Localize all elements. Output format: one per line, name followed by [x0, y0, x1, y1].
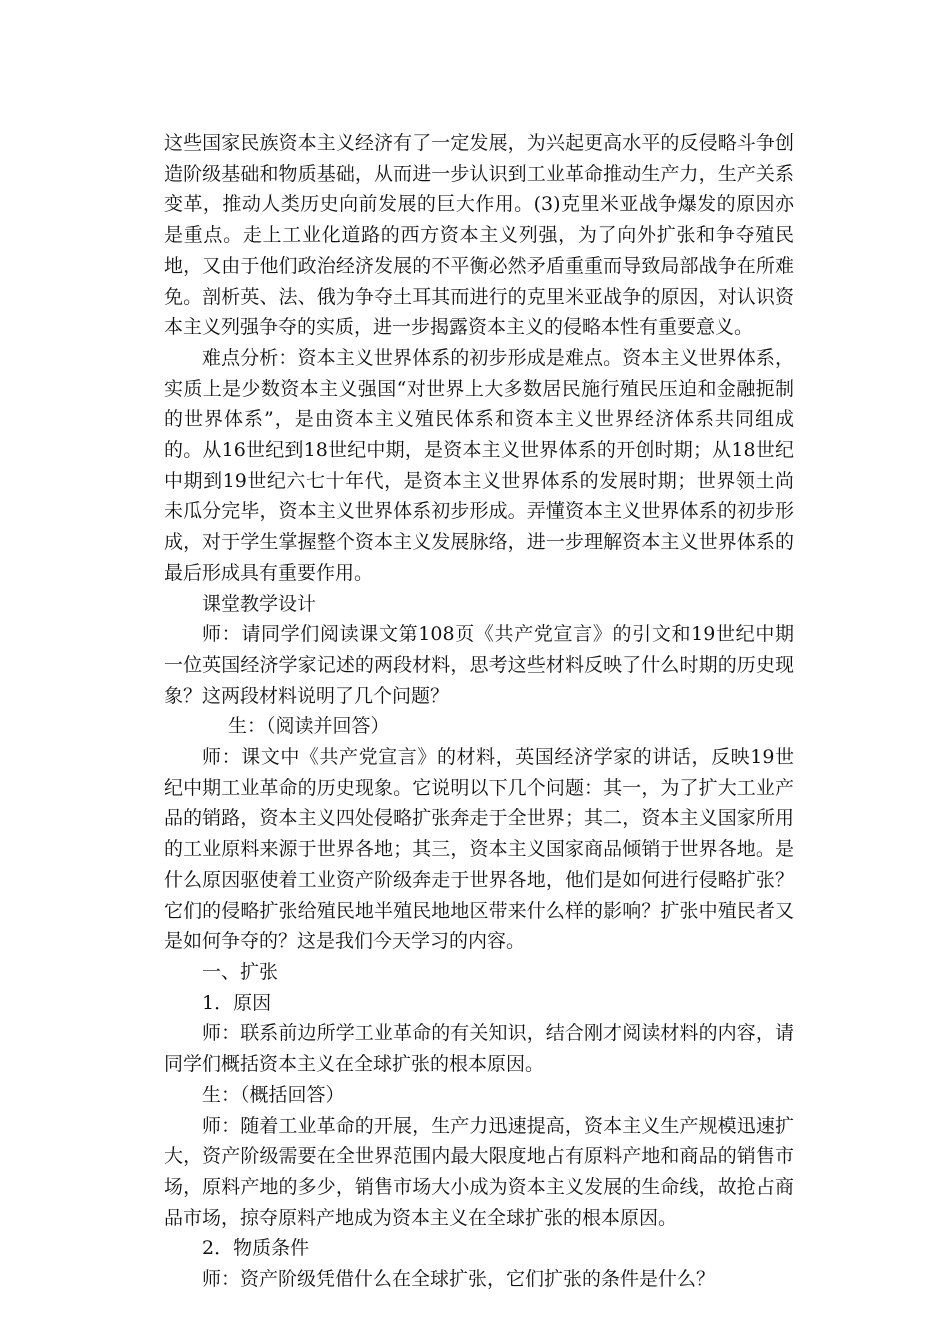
document-page: [164, 128, 794, 1295]
subheading-material-conditions: 2．物质条件: [202, 1237, 310, 1260]
paragraph-teacher-explanation: 师：课文中《共产党宣言》的材料，英国经济学家的讲话，反映19世纪中期工业革命的历史现象。它说明以下几个问题：其一，为了扩大工业产品的销路，资本主义四处侵略扩张奔走于全世界；其二，资本主义国家所用的工业原料来源于世界各地；其三，资本主义国家商品倾销于世界各地。是什么原因驱使着工业资产阶级奔走于世界各地，他们是如何进行侵略扩张？它们的侵略扩张给殖民地半殖民地地区带来什么样的影响？扩张中殖民者又是如何争夺的？这是我们今天学习的内容。: [164, 746, 794, 953]
section-heading-expansion: 一、扩张: [202, 960, 279, 983]
paragraph-difficulty-analysis: 难点分析：资本主义世界体系的初步形成是难点。资本主义世界体系，实质上是少数资本主义强国“对世界上大多数居民施行殖民压迫和金融扼制的世界体系”，是由资本主义殖民体系和资本主义世界经济体系共同组成的。从16世纪到18世纪中期，是资本主义世界体系的开创时期；从18世纪中期到19世纪六七十年代，是资本主义世界体系的发展时期；世界领土尚未瓜分完毕，资本主义世界体系初步形成。弄懂资本主义世界体系的初步形成，对于学生掌握整个资本主义发展脉络，进一步理解资本主义世界体系的最后形成具有重要作用。: [164, 346, 794, 584]
paragraph-student-summary-answer: 生：（概括回答）: [202, 1083, 345, 1106]
paragraph-teacher-causes-prompt: 师：联系前边所学工业革命的有关知识，结合刚才阅读材料的内容，请同学们概括资本主义在全球扩张的根本原因。: [164, 1022, 794, 1076]
paragraph-teacher-conditions-prompt: 师：资产阶级凭借什么在全球扩张，它们扩张的条件是什么？: [202, 1268, 716, 1291]
paragraph-teacher-causes-explanation: 师：随着工业革命的开展，生产力迅速提高，资本主义生产规模迅速扩大，资产阶级需要在全世界范围内最大限度地占有原料产地和商品的销售市场，原料产地的多少，销售市场大小成为资本主义发展的生命线，故抢占商品市场，掠夺原料产地成为资本主义在全球扩张的根本原因。: [164, 1114, 794, 1229]
paragraph-student-reading-answer: 生：（阅读并回答）: [228, 715, 390, 738]
subheading-causes: 1．原因: [202, 991, 272, 1014]
paragraph-teacher-reading-prompt: 师：请同学们阅读课文第108页《共产党宣言》的引文和19世纪中期一位英国经济学家记述的两段材料，思考这些材料反映了什么时期的历史现象？这两段材料说明了几个问题？: [164, 623, 794, 707]
section-heading-classroom-design: 课堂教学设计: [202, 592, 317, 615]
paragraph-key-points-continued: 这些国家民族资本主义经济有了一定发展，为兴起更高水平的反侵略斗争创造阶级基础和物质基础，从而进一步认识到工业革命推动生产力，生产关系变革，推动人类历史向前发展的巨大作用。(3)克里米亚战争爆发的原因亦是重点。走上工业化道路的西方资本主义列强，为了向外扩张和争夺殖民地，又由于他们政治经济发展的不平衡必然矛盾重重而导致局部战争在所难免。剖析英、法、俄为争夺土耳其而进行的克里米亚战争的原因，对认识资本主义列强争夺的实质，进一步揭露资本主义的侵略本性有重要意义。: [164, 132, 794, 339]
